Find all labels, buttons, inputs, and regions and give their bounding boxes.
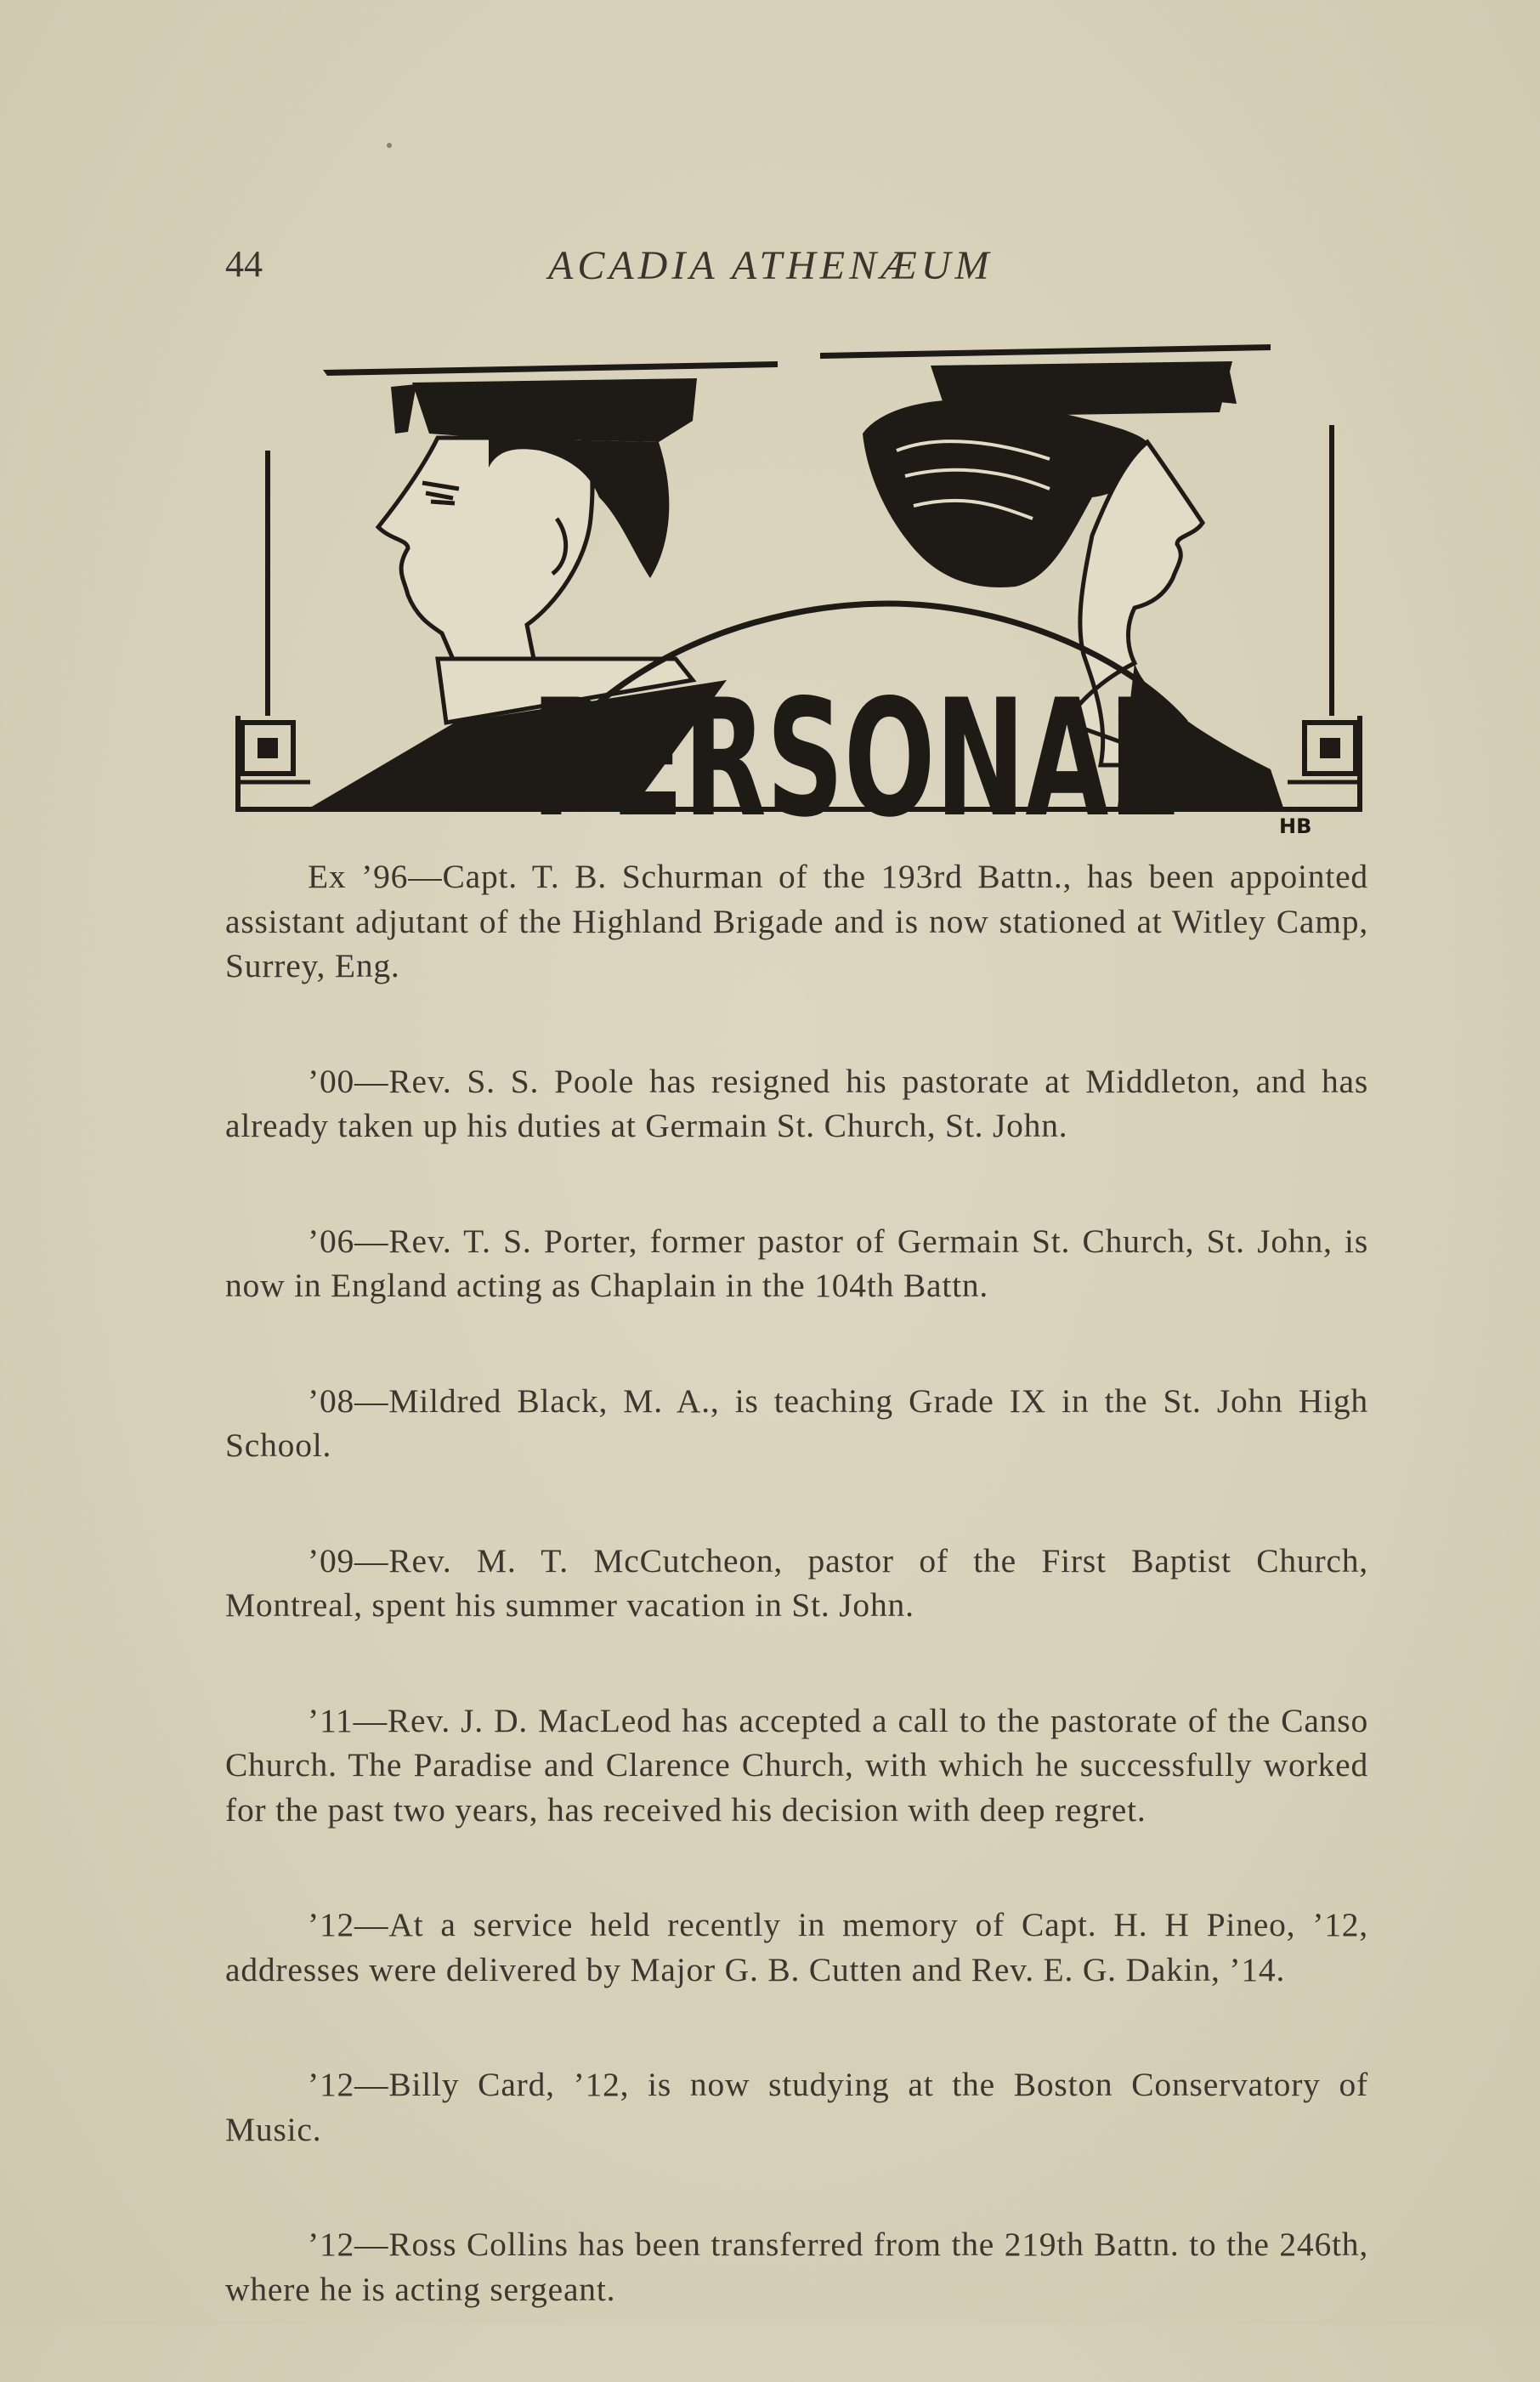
entry-7: ’12—At a service held recently in memory of Capt. H. H Pineo, ’12, addresses were delivered by Major G. B. Cutten and Rev. E. G. Dakin, ’14. [225, 1906, 1368, 1988]
entry-5: ’09—Rev. M. T. McCutcheon, pastor of the First Baptist Church, Montreal, spent his summer vacation in St. John. [225, 1541, 1368, 1624]
entry-6: ’11—Rev. J. D. MacLeod has accepted a call to the pastorate of the Canso Church. The Paradise and Clarence Church, with which he successfully worked for the past two years, has received his decision with deep regret. [225, 1701, 1368, 1829]
page-header [225, 242, 1364, 293]
banner-title: PERSONAL [531, 665, 1177, 833]
page-number: 44 [225, 243, 263, 285]
entry-9: ’12—Ross Collins has been transferred from the 219th Battn. to the 246th, where he is acting sergeant. [225, 2226, 1368, 2308]
entry-3: ’06—Rev. T. S. Porter, former pastor of Germain St. Church, St. John, is now in England acting as Chaplain in the 104th Battn. [225, 1222, 1368, 1304]
left-square-ornament [238, 723, 310, 782]
entry-2: ’00—Rev. S. S. Poole has resigned his pastorate at Middleton, and has already taken up his duties at Germain St. Church, St. John. [225, 1062, 1368, 1144]
right-square-ornament [1288, 723, 1360, 782]
artist-initials: HB [1279, 814, 1312, 833]
speck [387, 143, 392, 148]
personal-entries [225, 854, 1368, 2382]
banner-svg [234, 323, 1364, 833]
personal-banner-illustration [234, 323, 1364, 833]
entry-1: Ex ’96—Capt. T. B. Schurman of the 193rd Battn., has been appointed assistant adjutant of the Highland Brigade and is now stationed at Witley Camp, Surrey, Eng. [225, 858, 1368, 984]
running-title: ACADIA ATHENÆUM [548, 243, 994, 288]
entry-8: ’12—Billy Card, ’12, is now studying at the Boston Conservatory of Music. [225, 2066, 1368, 2148]
entry-4: ’08—Mildred Black, M. A., is teaching Grade IX in the St. John High School. [225, 1381, 1368, 1464]
